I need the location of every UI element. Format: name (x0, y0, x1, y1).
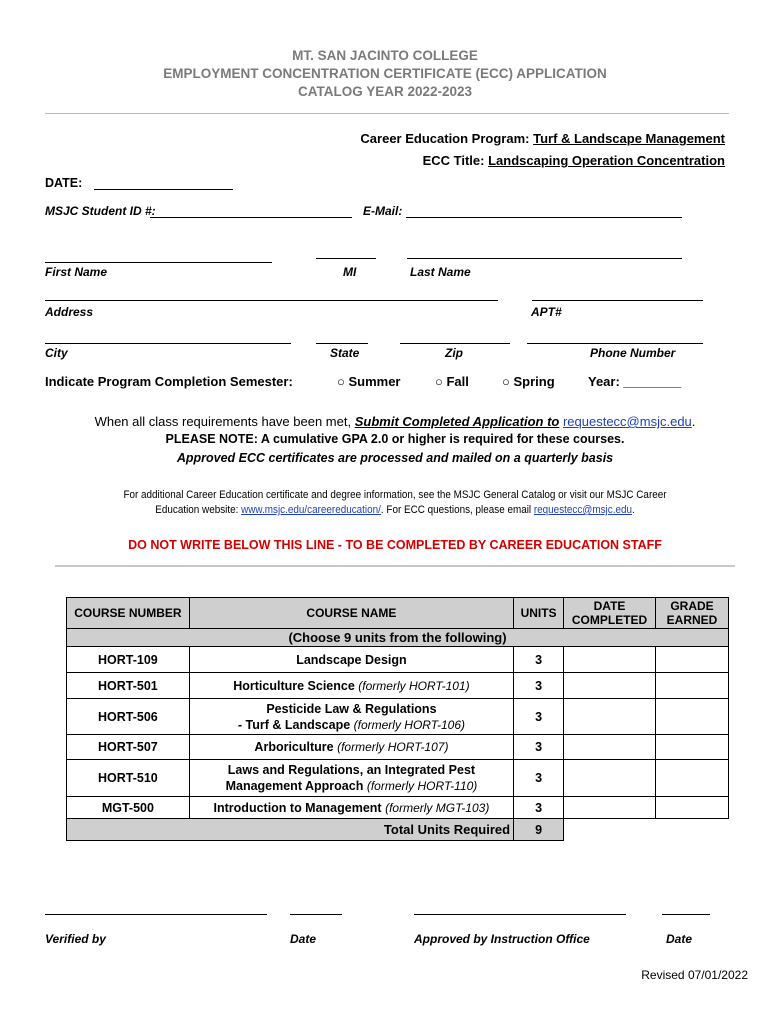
table-row (67, 673, 729, 699)
course-name-cell (189, 673, 513, 699)
email-label: E-Mail: (363, 204, 403, 218)
choose-units-text: (Choose 9 units from the following) (67, 629, 729, 647)
info-email-link[interactable]: requestecc@msjc.edu (533, 504, 632, 516)
approved-label: Approved by Instruction Office (414, 932, 590, 946)
course-units: 3 (514, 699, 564, 735)
course-name: Arboriculture (254, 740, 334, 754)
mi-label: MI (343, 265, 357, 279)
verified-by-label: Verified by (45, 932, 106, 946)
course-name: Horticulture Science (233, 678, 355, 693)
request-email-link[interactable]: requestecc@msjc.edu (562, 414, 692, 429)
quarterly-notice: Approved ECC certificates are processed and mailed on a quarterly basis (176, 451, 614, 465)
state-field[interactable] (316, 343, 368, 344)
program-value: Turf & Landscape Management (533, 131, 725, 146)
header-divider (45, 113, 729, 114)
course-name-cell (189, 760, 513, 797)
info-end: . (631, 504, 635, 516)
date-completed-cell[interactable] (564, 673, 656, 699)
last-name-label: Last Name (410, 265, 471, 279)
grade-earned-cell[interactable] (656, 673, 729, 699)
fall-radio[interactable]: ○ Fall (435, 374, 469, 389)
info-line-1: For additional Career Education certificate and degree information, see the MSJC General Catalog or visit our MSJC Career (123, 489, 667, 501)
grade-earned-cell[interactable] (656, 647, 729, 673)
course-former-code: (formerly HORT-101) (358, 678, 470, 693)
course-units: 3 (514, 797, 564, 819)
course-table (66, 597, 729, 841)
staff-divider (55, 565, 735, 567)
header-course-name: COURSE NAME (189, 598, 513, 629)
choose-units-row (67, 629, 729, 647)
city-label: City (45, 346, 68, 360)
date-completed-cell[interactable] (564, 699, 656, 735)
staff-only-notice: DO NOT WRITE BELOW THIS LINE - TO BE COMPLETED BY CAREER EDUCATION STAFF (128, 538, 662, 552)
info-line-2 (40, 504, 751, 516)
date-completed-cell[interactable] (564, 760, 656, 797)
grade-earned-cell[interactable] (656, 699, 729, 735)
course-number: HORT-109 (67, 647, 190, 673)
approved-line[interactable] (414, 914, 626, 915)
course-name-cell (189, 699, 513, 735)
total-label: Total Units Required (67, 819, 514, 841)
date-field[interactable] (94, 189, 233, 190)
course-name: Laws and Regulations, an Integrated Pest (227, 763, 476, 777)
info-email-label: . For ECC questions, please email (380, 504, 534, 516)
student-id-field[interactable] (150, 217, 352, 218)
mi-field[interactable] (316, 258, 376, 259)
grade-earned-cell[interactable] (656, 797, 729, 819)
apt-label: APT# (531, 305, 562, 319)
gpa-notice: PLEASE NOTE: A cumulative GPA 2.0 or higher is required for these courses. (165, 432, 625, 446)
verified-by-line[interactable] (45, 914, 267, 915)
semester-label: Indicate Program Completion Semester: (45, 374, 293, 389)
submit-notice-end: . (691, 414, 696, 429)
course-number: MGT-500 (67, 797, 190, 819)
table-row (67, 647, 729, 673)
course-units: 3 (514, 735, 564, 760)
course-name: Pesticide Law & Regulations (266, 701, 437, 716)
ecc-title-line (423, 153, 725, 168)
course-former-code: (formerly HORT-106) (353, 717, 465, 732)
course-former-code: (formerly MGT-103) (385, 800, 490, 815)
submit-notice-bold: Submit Completed Application to (354, 414, 560, 429)
first-name-label: First Name (45, 265, 108, 279)
header-units: UNITS (514, 598, 564, 629)
grade-earned-cell[interactable] (656, 760, 729, 797)
first-name-field[interactable] (45, 262, 272, 263)
application-title: EMPLOYMENT CONCENTRATION CERTIFICATE (ECC) APPLICATION (163, 66, 607, 81)
total-blank (564, 819, 729, 841)
ecc-title-label: ECC Title: (422, 153, 485, 168)
phone-label: Phone Number (590, 346, 676, 360)
table-row (67, 699, 729, 735)
phone-field[interactable] (527, 343, 703, 344)
career-education-link[interactable]: www.msjc.edu/careereducation/ (241, 504, 381, 516)
student-id-label: MSJC Student ID #: (45, 204, 156, 218)
course-name-line2: - Turf & Landscape (237, 717, 351, 732)
course-number: HORT-507 (67, 735, 190, 760)
course-number: HORT-506 (67, 699, 190, 735)
course-name-cell (189, 797, 513, 819)
course-number: HORT-510 (67, 760, 190, 797)
table-header-row (67, 598, 729, 629)
ecc-title-value: Landscaping Operation Concentration (488, 153, 725, 168)
table-row (67, 797, 729, 819)
total-row (67, 819, 729, 841)
catalog-year: CATALOG YEAR 2022-2023 (297, 84, 473, 99)
date-completed-cell[interactable] (564, 735, 656, 760)
course-units: 3 (514, 673, 564, 699)
date1-line[interactable] (290, 914, 342, 915)
course-number: HORT-501 (67, 673, 190, 699)
date1-label: Date (290, 932, 317, 946)
college-title: MT. SAN JACINTO COLLEGE (292, 48, 478, 63)
email-field[interactable] (406, 217, 682, 218)
submit-notice (0, 414, 770, 429)
header-date-completed: DATE COMPLETED (564, 598, 656, 629)
date-completed-cell[interactable] (564, 647, 656, 673)
course-name: Landscape Design (189, 647, 513, 673)
apt-field[interactable] (532, 300, 703, 301)
address-field[interactable] (45, 300, 498, 301)
last-name-field[interactable] (407, 258, 682, 259)
header-course-number: COURSE NUMBER (67, 598, 190, 629)
state-label: State (330, 346, 360, 360)
summer-radio[interactable]: ○ Summer (337, 374, 401, 389)
course-units: 3 (514, 760, 564, 797)
year-field[interactable]: Year: ________ (588, 374, 682, 389)
zip-field[interactable] (400, 343, 510, 344)
date-completed-cell[interactable] (564, 797, 656, 819)
course-former-code: (formerly HORT-110) (366, 779, 478, 793)
header-grade-earned: GRADE EARNED (656, 598, 729, 629)
date2-label: Date (666, 932, 693, 946)
address-label: Address (45, 305, 94, 319)
submit-notice-text: When all class requirements have been met, (94, 414, 355, 429)
total-value: 9 (514, 819, 564, 841)
course-name: Introduction to Management (213, 800, 382, 815)
zip-label: Zip (445, 346, 463, 360)
date-label: DATE: (45, 176, 83, 190)
date2-line[interactable] (662, 914, 710, 915)
program-label: Career Education Program: (360, 131, 530, 146)
spring-radio[interactable]: ○ Spring (502, 374, 555, 389)
course-units: 3 (514, 647, 564, 673)
info-website-label: Education website: (155, 504, 242, 516)
city-field[interactable] (45, 343, 291, 344)
course-name-cell (189, 735, 513, 760)
course-former-code: (formerly HORT-107) (337, 740, 449, 754)
course-name-line2: Management Approach (225, 779, 364, 793)
program-line (360, 131, 725, 146)
table-row (67, 760, 729, 797)
grade-earned-cell[interactable] (656, 735, 729, 760)
revised-date: Revised 07/01/2022 (641, 968, 748, 982)
table-row (67, 735, 729, 760)
